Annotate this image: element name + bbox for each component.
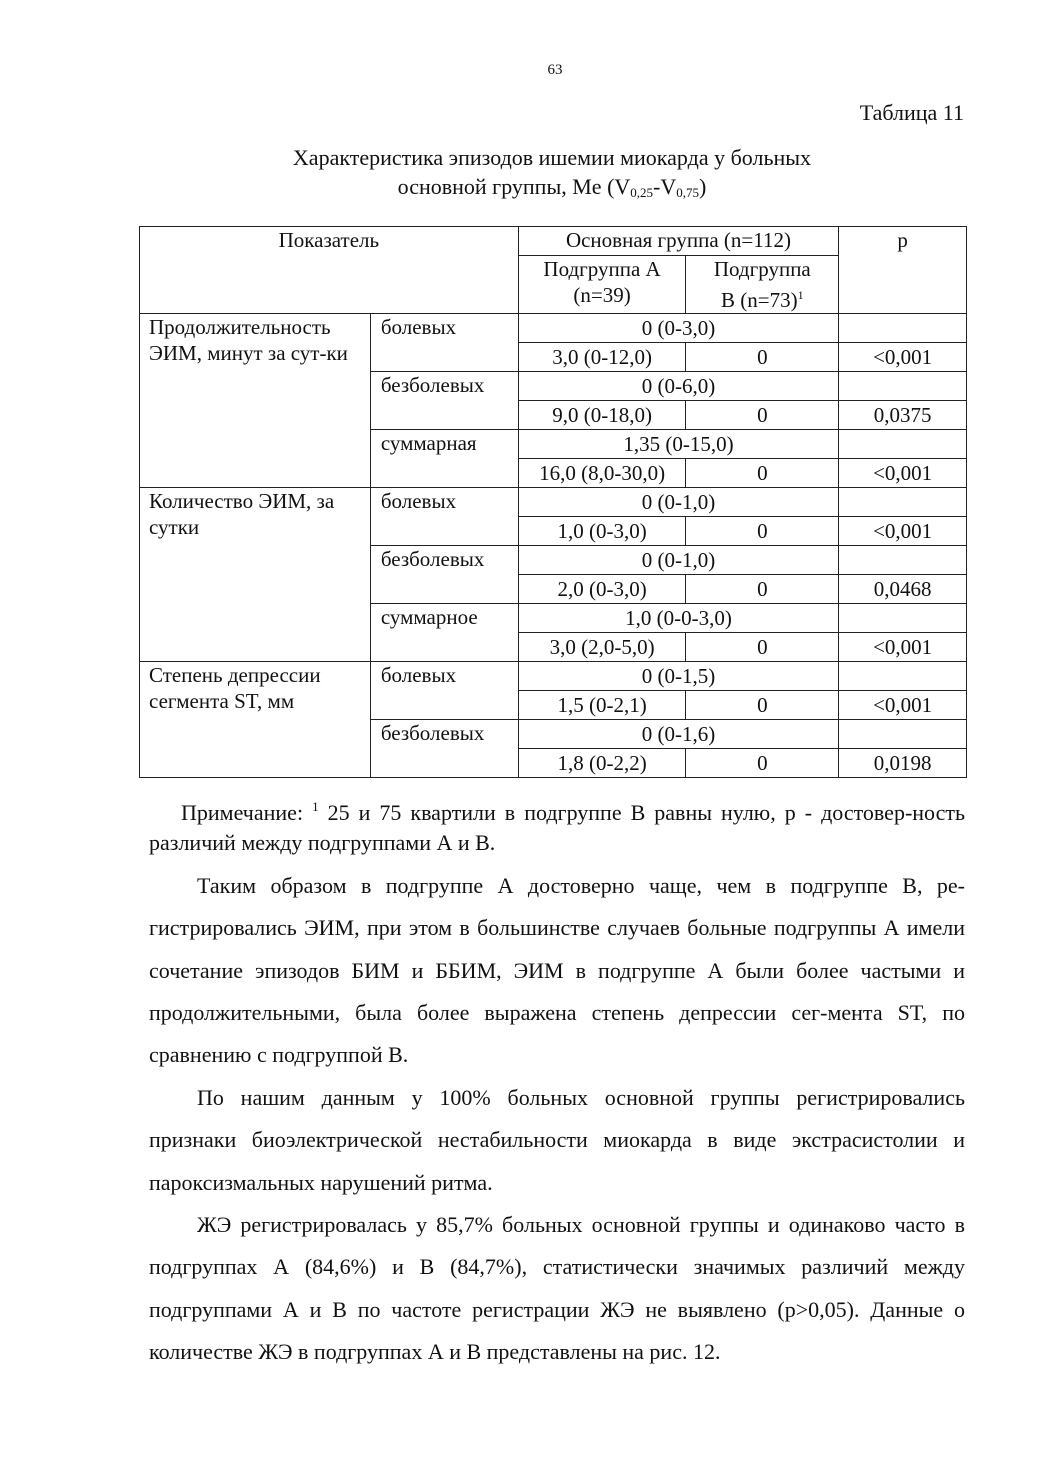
p-empty-cell bbox=[839, 430, 967, 459]
p-empty-cell bbox=[839, 546, 967, 575]
subgroup-b-value: 0 bbox=[686, 459, 839, 488]
data-table bbox=[139, 226, 967, 778]
subgroup-a-value: 3,0 (2,0-5,0) bbox=[518, 633, 686, 662]
header-subgroup-b-line1: Подгруппа bbox=[713, 257, 811, 281]
subgroup-a-value: 1,8 (0-2,2) bbox=[518, 749, 686, 778]
p-value: 0,0375 bbox=[839, 401, 967, 430]
table-row bbox=[140, 314, 967, 343]
subgroup-a-value: 2,0 (0-3,0) bbox=[518, 575, 686, 604]
table-title-prefix: основной группы, Me (V bbox=[397, 174, 631, 199]
header-subgroup-a-line1: Подгруппа А bbox=[543, 257, 661, 281]
subgroup-a-value: 1,5 (0-2,1) bbox=[518, 691, 686, 720]
category-label: суммарное bbox=[370, 604, 518, 662]
subgroup-b-value: 0 bbox=[686, 517, 839, 546]
p-value: <0,001 bbox=[839, 691, 967, 720]
header-main-group: Основная группа (n=112) bbox=[518, 227, 839, 256]
overall-value: 0 (0-3,0) bbox=[518, 314, 839, 343]
table-body bbox=[140, 314, 967, 778]
p-value: <0,001 bbox=[839, 343, 967, 372]
overall-value: 1,35 (0-15,0) bbox=[518, 430, 839, 459]
overall-value: 0 (0-1,0) bbox=[518, 488, 839, 517]
indicator-label: Степень депрессии сегмента ST, мм bbox=[140, 662, 371, 778]
subgroup-a-value: 3,0 (0-12,0) bbox=[518, 343, 686, 372]
overall-value: 0 (0-1,0) bbox=[518, 546, 839, 575]
note-prefix: Примечание: bbox=[181, 800, 313, 825]
category-label: безболевых bbox=[370, 720, 518, 778]
overall-value: 1,0 (0-0-3,0) bbox=[518, 604, 839, 633]
table-title-mid: -V bbox=[653, 174, 677, 199]
body-paragraph: ЖЭ регистрировалась у 85,7% больных основной группы и одинаково часто в подгруппах А (84,6%) и В (84,7%), статистически значимых различий между подгруппами А и В по частоте регистрации ЖЭ не выявлено (p>0,05). Данные о количестве ЖЭ в подгруппах А и В представлены на рис. 12. bbox=[149, 1212, 965, 1364]
header-row-main bbox=[140, 227, 967, 256]
body-paragraph: Таким образом в подгруппе А достоверно чаще, чем в подгруппе В, ре-гистрировались ЭИМ, при этом в большинстве случаев больные подгруппы А имели сочетание эпизодов БИМ и ББИМ, ЭИМ в подгруппе А были более частыми и продолжительными, была более выражена степень депрессии сег-мента ST, по сравнению с подгруппой В. bbox=[149, 873, 965, 1068]
table-title-sub2: 0,75 bbox=[676, 185, 699, 200]
p-empty-cell bbox=[839, 720, 967, 749]
overall-value: 0 (0-6,0) bbox=[518, 372, 839, 401]
p-empty-cell bbox=[839, 488, 967, 517]
category-label: суммарная bbox=[370, 430, 518, 488]
overall-value: 0 (0-1,6) bbox=[518, 720, 839, 749]
table-title-line1: Характеристика эпизодов ишемии миокарда у больных bbox=[292, 145, 812, 170]
table-row bbox=[140, 662, 967, 691]
header-p: p bbox=[839, 227, 967, 314]
body-paragraph: По нашим данным у 100% больных основной группы регистрировались признаки биоэлектрической нестабильности миокарда в виде экстрасистолии и пароксизмальных нарушений ритма. bbox=[149, 1085, 965, 1195]
subgroup-b-value: 0 bbox=[686, 749, 839, 778]
p-empty-cell bbox=[839, 314, 967, 343]
overall-value: 0 (0-1,5) bbox=[518, 662, 839, 691]
table-note bbox=[149, 792, 965, 858]
table-title-sub1: 0,25 bbox=[630, 185, 654, 200]
p-empty-cell bbox=[839, 372, 967, 401]
p-empty-cell bbox=[839, 662, 967, 691]
table-title-suffix: ) bbox=[699, 174, 707, 199]
header-subgroup-b bbox=[686, 256, 839, 314]
category-label: болевых bbox=[370, 314, 518, 372]
category-label: безболевых bbox=[370, 372, 518, 430]
category-label: болевых bbox=[370, 662, 518, 720]
header-subgroup-a-line2: (n=39) bbox=[573, 283, 631, 307]
note-text: 25 и 75 квартили в подгруппе В равны нулю, р - достовер-ность различий между подгруппами А и В. bbox=[149, 800, 966, 855]
subgroup-b-value: 0 bbox=[686, 575, 839, 604]
p-value: 0,0198 bbox=[839, 749, 967, 778]
table-row bbox=[140, 488, 967, 517]
subgroup-a-value: 16,0 (8,0-30,0) bbox=[518, 459, 686, 488]
subgroup-b-value: 0 bbox=[686, 633, 839, 662]
category-label: болевых bbox=[370, 488, 518, 546]
header-subgroup-b-footnote-mark: 1 bbox=[797, 288, 804, 302]
header-indicator: Показатель bbox=[140, 227, 519, 314]
header-subgroup-a bbox=[518, 256, 686, 314]
header-subgroup-b-line2 bbox=[686, 282, 838, 313]
table-title-line2 bbox=[138, 172, 966, 207]
p-value: 0,0468 bbox=[839, 575, 967, 604]
subgroup-a-value: 9,0 (0-18,0) bbox=[518, 401, 686, 430]
p-value: <0,001 bbox=[839, 633, 967, 662]
indicator-label: Количество ЭИМ, за сутки bbox=[140, 488, 371, 662]
indicator-label: Продолжительность ЭИМ, минут за сут-ки bbox=[140, 314, 371, 488]
subgroup-b-value: 0 bbox=[686, 343, 839, 372]
table-label: Таблица 11 bbox=[859, 100, 964, 125]
header-subgroup-b-text: В (n=73) bbox=[721, 288, 798, 312]
subgroup-b-value: 0 bbox=[686, 401, 839, 430]
subgroup-a-value: 1,0 (0-3,0) bbox=[518, 517, 686, 546]
table-title bbox=[138, 143, 966, 207]
subgroup-b-value: 0 bbox=[686, 691, 839, 720]
page-number: 63 bbox=[547, 62, 563, 78]
p-empty-cell bbox=[839, 604, 967, 633]
p-value: <0,001 bbox=[839, 517, 967, 546]
p-value: <0,001 bbox=[839, 459, 967, 488]
note-footnote-mark: 1 bbox=[312, 799, 319, 814]
category-label: безболевых bbox=[370, 546, 518, 604]
